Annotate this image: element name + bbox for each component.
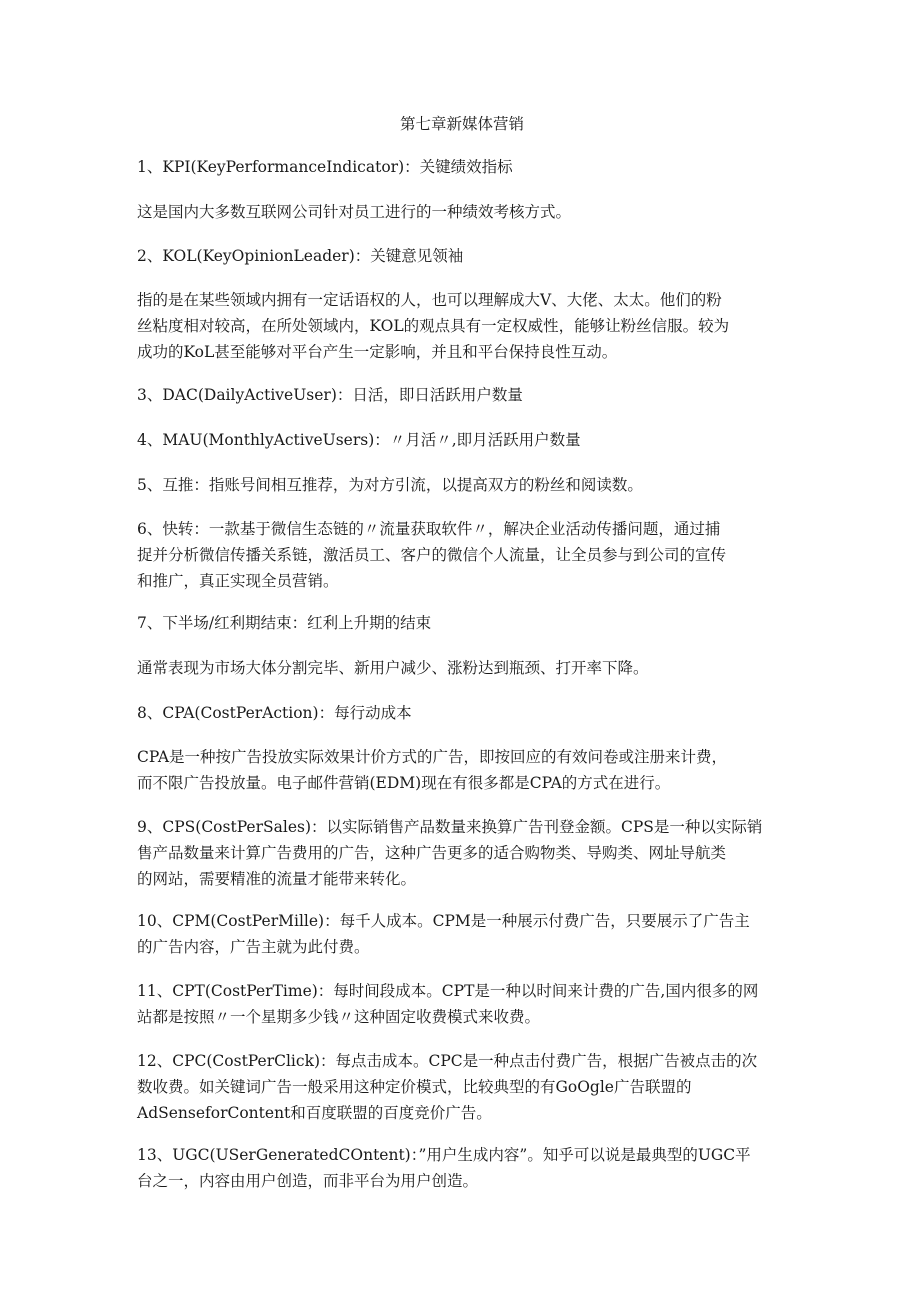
- paragraph-mau: [137, 427, 787, 453]
- text-line: 2、KOL(KeyOpinionLeader)：关键意见领袖: [137, 247, 464, 265]
- text-line: 台之一，内容由用户创造，而非平台为用户创造。: [137, 1172, 479, 1190]
- paragraph-second-half-heading: [137, 610, 787, 636]
- text-line: 这是国内大多数互联网公司针对员工进行的一种绩效考核方式。: [137, 203, 572, 221]
- text-line: 8、CPA(CostPerAction)：每行动成本: [137, 704, 412, 722]
- text-line: 售产品数量来计算广告费用的广告，这种广告更多的适合购物类、导购类、网址导航类: [137, 844, 727, 862]
- text-line: 指的是在某些领域内拥有一定话语权的人，也可以理解成大V、大佬、太太。他们的粉: [137, 291, 722, 309]
- text-line: 13、UGC(USerGeneratedCOntent)：”用户生成内容”。知乎可以说是最典型的UGC平: [137, 1146, 751, 1164]
- text-line: 11、CPT(CostPerTime)：每时间段成本。CPT是一种以时间来计费的广告,国内很多的网: [137, 982, 759, 1000]
- text-line: 5、互推：指账号间相互推荐，为对方引流，以提高双方的粉丝和阅读数。: [137, 476, 643, 494]
- paragraph-kol-body: [137, 287, 787, 365]
- paragraph-cpa-heading: [137, 700, 787, 726]
- text-line: 成功的KoL甚至能够对平台产生一定影响，并且和平台保持良性互动。: [137, 343, 618, 361]
- chapter-title: 第七章新媒体营销: [399, 115, 524, 133]
- paragraph-cps: [137, 814, 787, 892]
- text-line: 4、MAU(MonthlyActiveUsers)：〃月活〃,即月活跃用户数量: [137, 431, 581, 449]
- paragraph-mutual-promotion: [137, 472, 787, 498]
- paragraph-second-half-body: [137, 655, 787, 681]
- text-line: 捉并分析微信传播关系链，激活员工、客户的微信个人流量，让全员参与到公司的宣传: [137, 546, 727, 564]
- text-line: 6、快转：一款基于微信生态链的〃流量获取软件〃，解决企业活动传播问题，通过捕: [137, 520, 721, 538]
- text-line: 通常表现为市场大体分割完毕、新用户减少、涨粉达到瓶颈、打开率下降。: [137, 659, 649, 677]
- paragraph-dac: [137, 382, 787, 408]
- text-line: 9、CPS(CostPerSales)：以实际销售产品数量来换算广告刊登金额。CPS是一种以实际销: [137, 818, 763, 836]
- paragraph-cpa-body: [137, 744, 787, 796]
- paragraph-cpt: [137, 978, 787, 1030]
- text-line: 的广告内容，广告主就为此付费。: [137, 938, 370, 956]
- text-line: 而不限广告投放量。电子邮件营销(EDM)现在有很多都是CPA的方式在进行。: [137, 774, 671, 792]
- text-line: AdSenseforContent和百度联盟的百度竞价广告。: [137, 1104, 492, 1122]
- text-line: 站都是按照〃一个星期多少钱〃这种固定收费模式来收费。: [137, 1008, 541, 1026]
- paragraph-ugc: [137, 1142, 787, 1194]
- text-line: 10、CPM(CostPerMille)：每千人成本。CPM是一种展示付费广告，只要展示了广告主: [137, 912, 750, 930]
- text-line: 1、KPI(KeyPerformanceIndicator)：关键绩效指标: [137, 158, 513, 176]
- paragraph-quick-forward: [137, 516, 787, 594]
- paragraph-kol-heading: [137, 243, 787, 269]
- paragraph-cpc: [137, 1048, 787, 1126]
- text-line: 3、DAC(DailyActiveUser)：日活，即日活跃用户数量: [137, 386, 523, 404]
- paragraph-kpi-heading: [137, 154, 787, 180]
- text-line: 和推广，真正实现全员营销。: [137, 572, 339, 590]
- paragraph-kpi-body: [137, 199, 787, 225]
- text-line: 数收费。如关键词广告一般采用这种定价模式，比较典型的有GoOgle广告联盟的: [137, 1078, 692, 1096]
- text-line: 12、CPC(CostPerClick)：每点击成本。CPC是一种点击付费广告，根据广告被点击的次: [137, 1052, 758, 1070]
- text-line: 7、下半场/红利期结束：红利上升期的结束: [137, 614, 432, 632]
- text-line: 的网站，需要精准的流量才能带来转化。: [137, 870, 417, 888]
- paragraph-cpm: [137, 908, 787, 960]
- text-line: 丝粘度相对较高，在所处领域内，KOL的观点具有一定权威性，能够让粉丝信服。较为: [137, 317, 730, 335]
- text-line: CPA是一种按广告投放实际效果计价方式的广告，即按回应的有效问卷或注册来计费，: [137, 748, 728, 766]
